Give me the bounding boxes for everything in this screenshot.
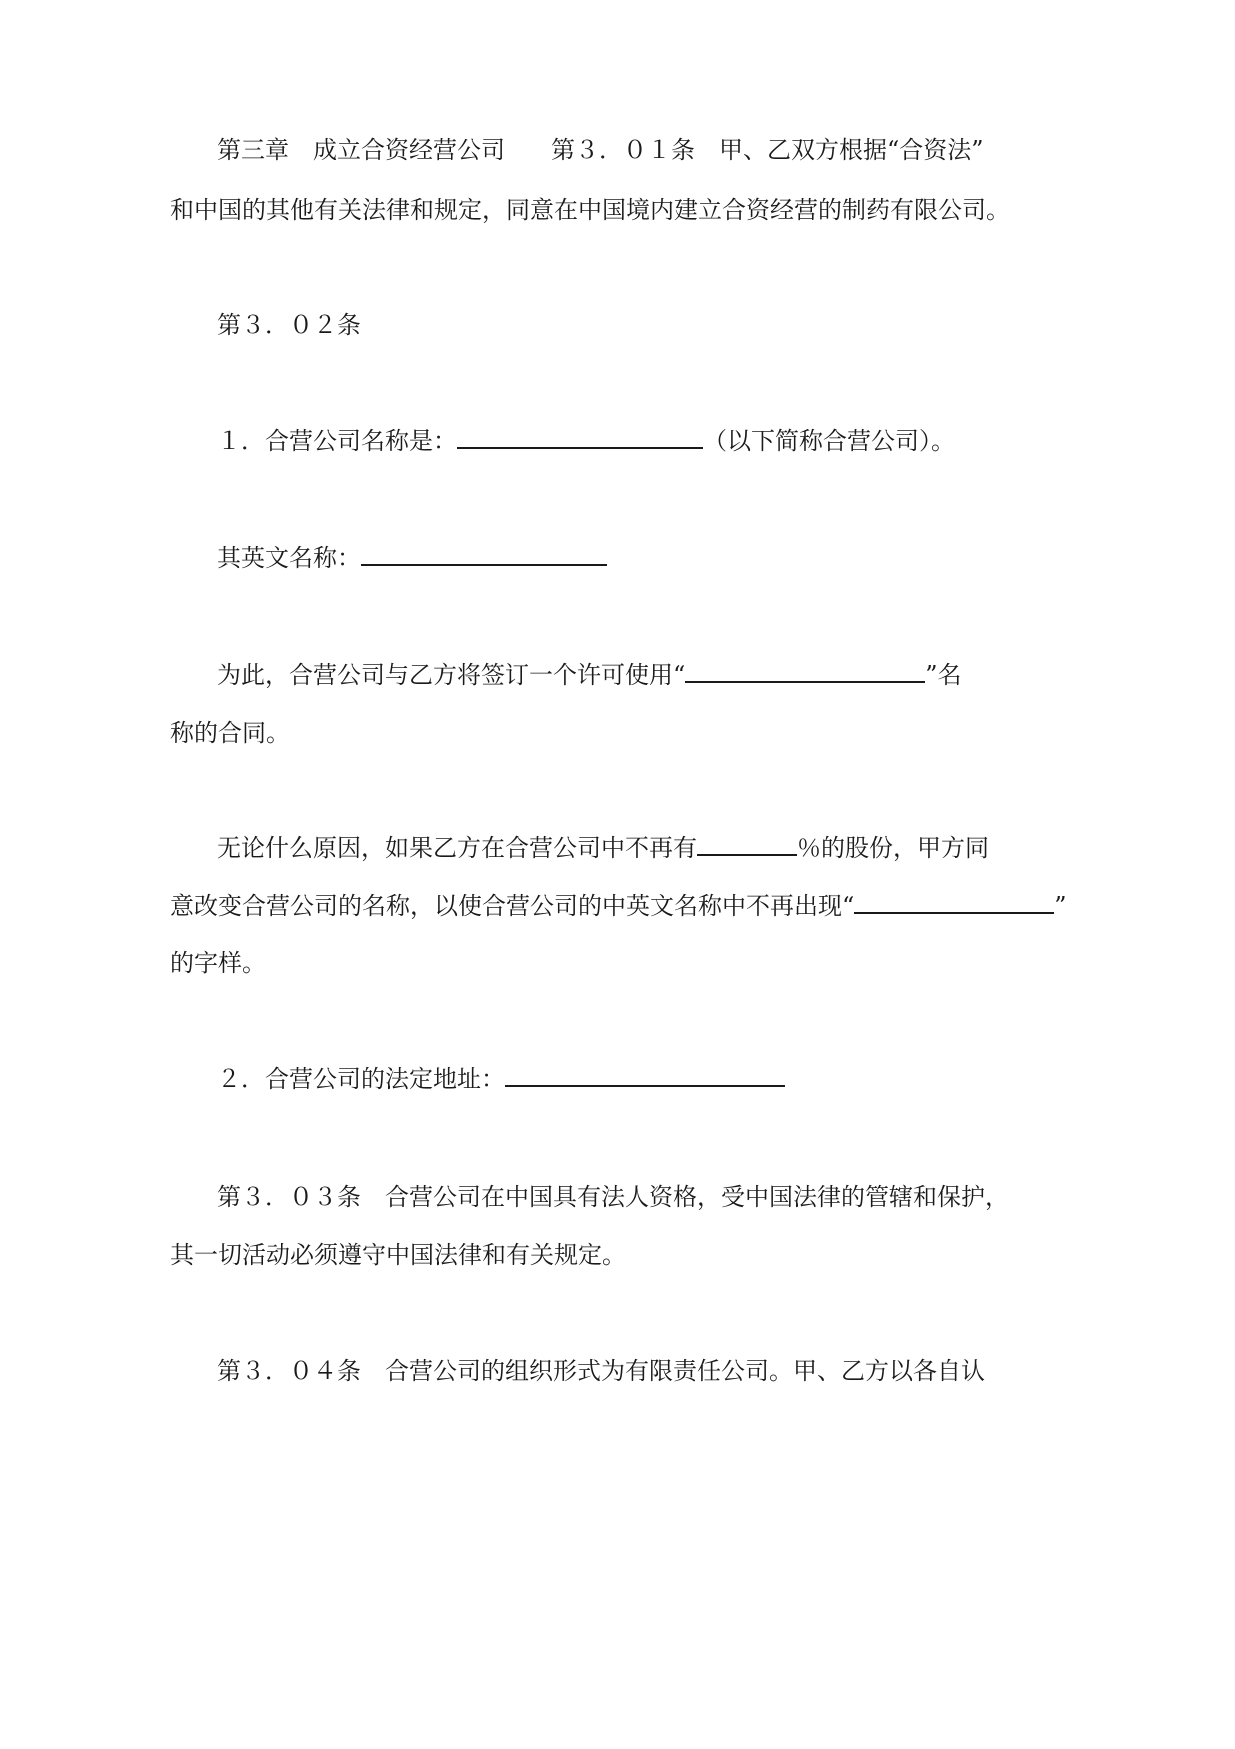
item-1-line	[217, 425, 955, 456]
article-301-line-2	[170, 195, 1010, 225]
article-303-text-2: 其一切活动必须遵守中国法律和有关规定。	[170, 1241, 626, 1269]
article-301-label: 第３．０１条	[551, 136, 695, 164]
legal-address-blank[interactable]	[505, 1063, 785, 1087]
license-line-2	[170, 718, 290, 748]
rename-prefix: 意改变合营公司的名称，以使合营公司的中英文名称中不再出现“	[170, 892, 855, 920]
company-name-blank[interactable]	[457, 425, 703, 449]
rename-text-3: 的字样。	[170, 949, 266, 977]
article-303-text-1: 合营公司在中国具有法人资格，受中国法律的管辖和保护，	[385, 1183, 1009, 1211]
share-percent-blank[interactable]	[697, 832, 797, 856]
item-1-prefix: １．合营公司名称是：	[217, 427, 457, 455]
article-304-text-1: 合营公司的组织形式为有限责任公司。甲、乙方以各自认	[385, 1357, 985, 1385]
english-name-line	[217, 542, 607, 573]
item-2-prefix: ２．合营公司的法定地址：	[217, 1065, 505, 1093]
chapter-301-line	[217, 135, 984, 165]
article-304-label: 第３．０４条	[217, 1357, 361, 1385]
rename-suffix: ”	[1054, 892, 1067, 920]
article-301-text-2: 和中国的其他有关法律和规定，同意在中国境内建立合资经营的制药有限公司。	[170, 196, 1010, 224]
article-302-label: 第３．０２条	[217, 311, 361, 339]
license-name-blank[interactable]	[685, 659, 925, 683]
share-prefix: 无论什么原因，如果乙方在合营公司中不再有	[217, 834, 697, 862]
license-text-2: 称的合同。	[170, 719, 290, 747]
removed-name-blank[interactable]	[854, 890, 1054, 914]
article-303-label: 第３．０３条	[217, 1183, 361, 1211]
article-303-line-2	[170, 1240, 626, 1270]
english-name-prefix: 其英文名称：	[217, 544, 361, 572]
article-304-line-1	[217, 1356, 985, 1386]
article-303-line-1	[217, 1182, 1009, 1212]
rename-line-3	[170, 948, 266, 978]
article-302-line	[217, 310, 361, 340]
license-line-1	[217, 659, 962, 690]
chapter-heading: 第三章 成立合资经营公司	[217, 136, 505, 164]
english-name-blank[interactable]	[361, 542, 607, 566]
license-suffix: ”名	[925, 661, 962, 689]
rename-line	[170, 890, 1067, 921]
item-2-line	[217, 1063, 785, 1094]
item-1-suffix: （以下简称合营公司）。	[703, 427, 955, 455]
share-suffix: ％的股份，甲方同	[797, 834, 989, 862]
license-prefix: 为此，合营公司与乙方将签订一个许可使用“	[217, 661, 686, 689]
share-line	[217, 832, 989, 863]
article-301-text-1: 甲、乙双方根据“合资法”	[719, 136, 984, 164]
